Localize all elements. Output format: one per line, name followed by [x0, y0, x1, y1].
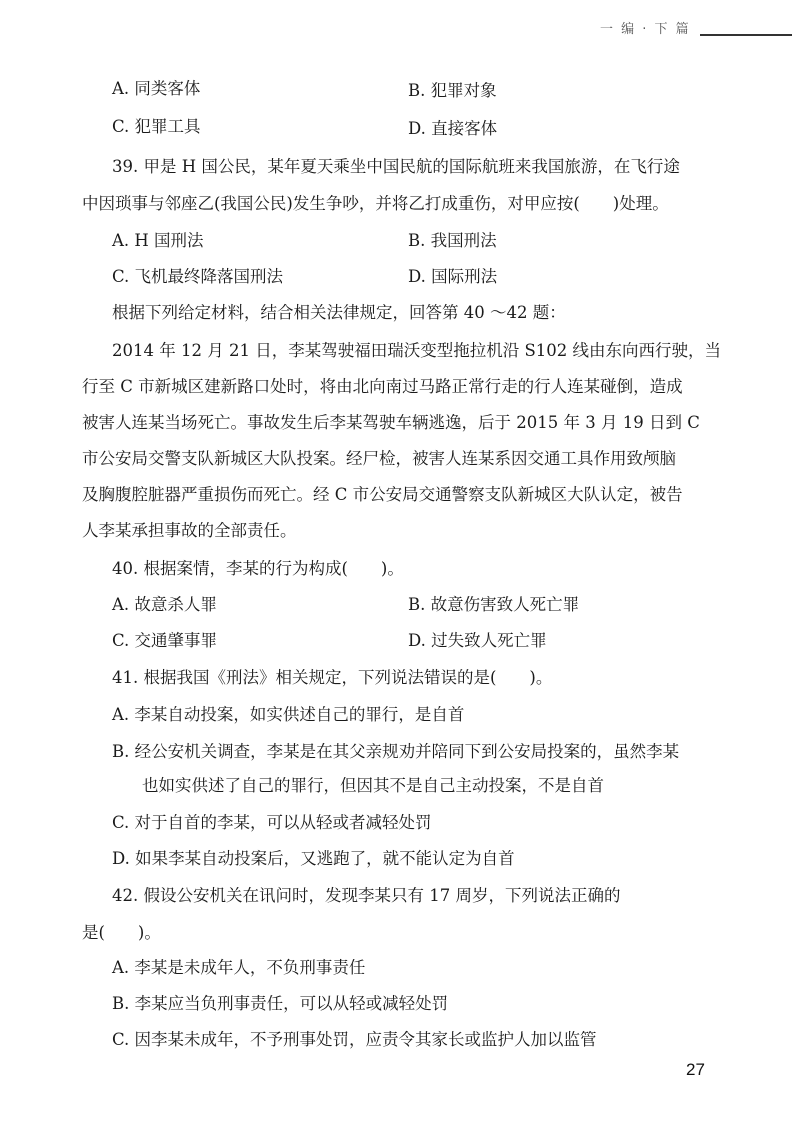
- q38-option-b: B. 犯罪对象: [408, 81, 497, 100]
- material-line-2: 行至 C 市新城区建新路口处时，将由北向南过马路正常行走的行人连某碰倒，造成: [82, 377, 683, 396]
- q39-stem-line1: 39. 甲是 H 国公民，某年夏天乘坐中国民航的国际航班来我国旅游，在飞行途: [112, 157, 680, 176]
- q39-option-a: A. H 国刑法: [112, 231, 204, 250]
- q40-option-a: A. 故意杀人罪: [112, 595, 217, 614]
- q41-stem: 41. 根据我国《刑法》相关规定，下列说法错误的是( )。: [112, 668, 553, 687]
- q41-option-d: D. 如果李某自动投案后，又逃跑了，就不能认定为自首: [112, 849, 515, 868]
- material-line-4: 市公安局交警支队新城区大队投案。经尸检，被害人连某系因交通工具作用致颅脑: [82, 449, 676, 468]
- q39-option-c: C. 飞机最终降落国刑法: [112, 267, 284, 286]
- q42-stem-line2: 是( )。: [82, 923, 161, 942]
- running-header: 一 编 · 下 篇: [600, 22, 691, 37]
- material-line-3: 被害人连某当场死亡。事故发生后李某驾驶车辆逃逸，后于 2015 年 3 月 19 日到 C: [82, 413, 700, 432]
- q41-option-b-line1: B. 经公安机关调查，李某是在其父亲规劝并陪同下到公安局投案的，虽然李某: [112, 742, 680, 761]
- header-rule: [700, 34, 792, 36]
- page-number: 27: [686, 1060, 705, 1079]
- q39-option-b: B. 我国刑法: [408, 231, 497, 250]
- material-line-5: 及胸腹腔脏器严重损伤而死亡。经 C 市公安局交通警察支队新城区大队认定，被告: [82, 485, 683, 504]
- q40-option-c: C. 交通肇事罪: [112, 631, 218, 650]
- q41-option-b-line2: 也如实供述了自己的罪行，但因其不是自己主动投案，不是自首: [142, 776, 604, 795]
- q41-option-c: C. 对于自首的李某，可以从轻或者减轻处罚: [112, 813, 432, 832]
- q39-stem-line2: 中因琐事与邻座乙(我国公民)发生争吵，并将乙打成重伤，对甲应按( )处理。: [82, 194, 669, 213]
- q42-option-c: C. 因李某未成年，不予刑事处罚，应责令其家长或监护人加以监管: [112, 1030, 597, 1049]
- q41-option-a: A. 李某自动投案，如实供述自己的罪行，是自首: [112, 705, 465, 724]
- q38-option-a: A. 同类客体: [112, 79, 201, 98]
- q38-option-d: D. 直接客体: [408, 119, 498, 138]
- q42-option-b: B. 李某应当负刑事责任，可以从轻或减轻处罚: [112, 994, 449, 1013]
- material-line-1: 2014 年 12 月 21 日，李某驾驶福田瑞沃变型拖拉机沿 S102 线由东向西行驶，当: [112, 341, 721, 360]
- material-intro: 根据下列给定材料，结合相关法律规定，回答第 40 ～42 题：: [112, 303, 566, 322]
- q40-option-b: B. 故意伤害致人死亡罪: [408, 595, 580, 614]
- q40-stem: 40. 根据案情，李某的行为构成( )。: [112, 559, 404, 578]
- q42-stem-line1: 42. 假设公安机关在讯问时，发现李某只有 17 周岁，下列说法正确的: [112, 886, 621, 905]
- q39-option-d: D. 国际刑法: [408, 267, 498, 286]
- material-line-6: 人李某承担事故的全部责任。: [82, 521, 297, 540]
- q40-option-d: D. 过失致人死亡罪: [408, 631, 547, 650]
- q38-option-c: C. 犯罪工具: [112, 117, 201, 136]
- q42-option-a: A. 李某是未成年人，不负刑事责任: [112, 958, 366, 977]
